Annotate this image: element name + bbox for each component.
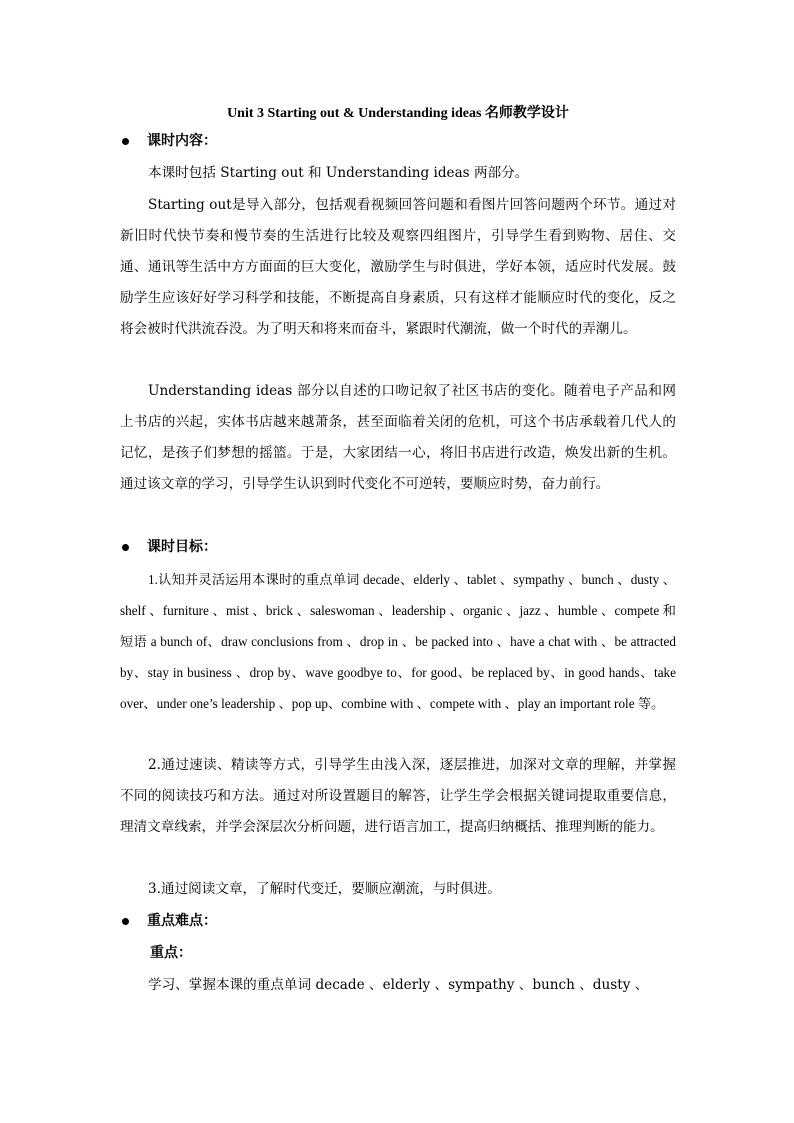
paragraph-intro: 本课时包括 Starting out 和 Understanding ideas 两部分。 bbox=[148, 165, 529, 181]
bullet-icon bbox=[122, 544, 129, 551]
bullet-icon bbox=[122, 138, 129, 145]
document-title: Unit 3 Starting out & Understanding ideas 名师教学设计 bbox=[227, 106, 569, 121]
keypoint-1: 学习、掌握本课的重点单词 decade 、elderly 、sympathy 、bunch 、dusty 、 bbox=[148, 977, 649, 993]
goal-1: 1.认知并灵活运用本课时的重点单词 decade、elderly 、tablet 、sympathy 、bunch 、dusty 、shelf 、furniture 、mist 、brick 、saleswoman 、leadership 、organic 、jazz 、humble 、compete 和短语 a bunch of、draw conclusions from 、drop in 、be packed into 、have a chat with 、be attracted by、stay in business 、drop by、wave goodbye to、for good、be replaced by、in good hands、take over、under one’s leadership 、pop up、combine with 、compete with 、play an important role 等。 bbox=[120, 572, 676, 711]
section-heading-content bbox=[120, 126, 217, 157]
section-heading-keypoints bbox=[120, 906, 217, 937]
heading-text: 课时目标： bbox=[147, 539, 217, 555]
paragraph-understanding-ideas: Understanding ideas 部分以自述的口吻记叙了社区书店的变化。随着电子产品和网上书店的兴起，实体书店越来越萧条，甚至面临着关闭的危机，可这个书店承载着几代人的记忆，是孩子们梦想的摇篮。于是，大家团结一心，将旧书店进行改造，焕发出新的生机。通过该文章的学习，引导学生认识到时代变化不可逆转，要顺应时势，奋力前行。 bbox=[120, 383, 676, 492]
section-heading-goals bbox=[120, 532, 217, 563]
goal-3: 3.通过阅读文章，了解时代变迁，要顺应潮流，与时俱进。 bbox=[148, 881, 501, 897]
bullet-icon bbox=[122, 918, 129, 925]
heading-text: 重点难点： bbox=[147, 913, 217, 929]
subheading-key: 重点： bbox=[150, 945, 192, 961]
goal-2: 2.通过速读、精读等方式，引导学生由浅入深，逐层推进，加深对文章的理解，并掌握不同的阅读技巧和方法。通过对所设置题目的解答，让学生学会根据关键词提取重要信息，理清文章线索，并学会深层次分析问题，进行语言加工，提高归纳概括、推理判断的能力。 bbox=[120, 757, 676, 835]
paragraph-starting-out: Starting out是导入部分，包括观看视频回答问题和看图片回答问题两个环节。通过对新旧时代快节奏和慢节奏的生活进行比较及观察四组图片，引导学生看到购物、居住、交通、通讯等生活中方方面面的巨大变化，激励学生与时俱进，学好本领，适应时代发展。鼓励学生应该好好学习科学和技能，不断提高自身素质，只有这样才能顺应时代的变化，反之将会被时代洪流吞没。为了明天和将来而奋斗，紧跟时代潮流，做一个时代的弄潮儿。 bbox=[120, 197, 676, 337]
heading-text: 课时内容： bbox=[147, 133, 217, 149]
